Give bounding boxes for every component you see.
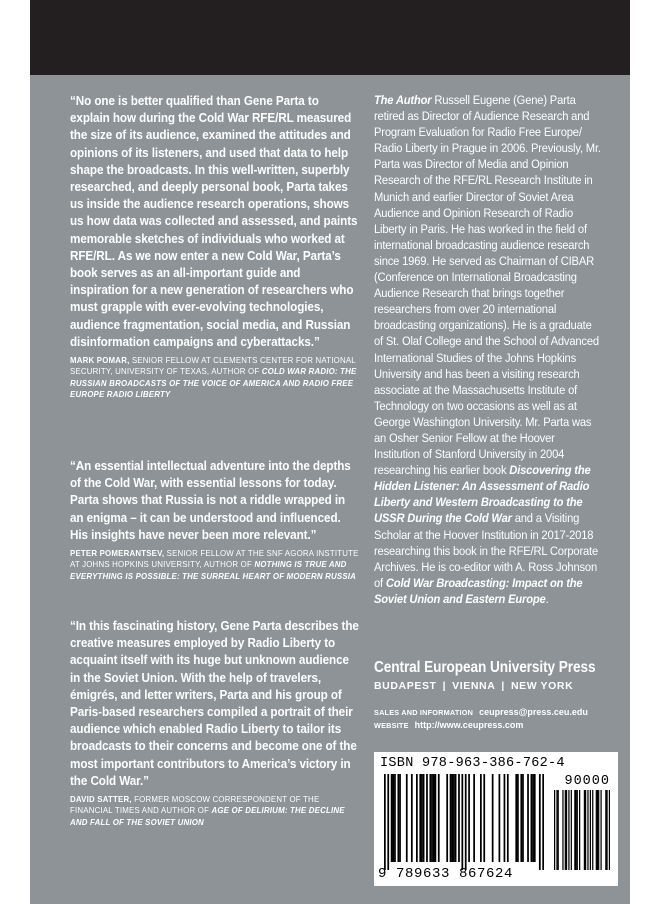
barcode-bar [504, 774, 506, 862]
quote-attribution [70, 355, 361, 400]
barcode-bar [499, 774, 501, 862]
attribution-affiliation: SENIOR FELLOW AT THE SNF AGORA INSTITUTE AT JOHNS HOPKINS UNIVERSITY, AUTHOR OF [70, 548, 359, 570]
barcode-bar [468, 774, 470, 862]
publisher-cities [374, 680, 624, 692]
publisher-name: Central European University Press [374, 659, 596, 676]
barcode-bar [473, 774, 475, 862]
addon-bar [596, 790, 597, 870]
addon-bar [565, 790, 566, 870]
attribution-name: DAVID SATTER, [70, 794, 132, 805]
website-line [374, 719, 624, 732]
attribution-book-title: NOTHING IS TRUE AND EVERYTHING IS POSSIBLE: THE SURREAL HEART OF MODERN RUSSIA [70, 559, 357, 581]
publisher-block [374, 659, 624, 732]
barcode-bar [394, 774, 396, 862]
barcode-guard-bar [461, 774, 463, 870]
quote-text: “In this fascinating history, Gene Parta describes the creative measures employed by Radio Liberty to acquaint itself with its huge but unknown audience in the Soviet Union. With the help of travelers, émigrés, and letter writers, Parta and his group of Paris-based researchers compiled a portrait of their audience which enabled Radio Liberty to tailor its broadcasts to their concerns and become one of the most important contributors to America’s victory in the Cold War.” [70, 618, 359, 788]
barcode-bar [458, 774, 460, 862]
barcode-bar [411, 774, 413, 862]
barcode-guard-bar [465, 774, 467, 870]
addon-bar [558, 790, 559, 870]
barcode-bar [451, 774, 453, 862]
city: BUDAPEST [374, 680, 437, 692]
barcode-bar [446, 774, 448, 862]
addon-bar [598, 790, 599, 870]
barcode-bar [455, 774, 457, 862]
barcode-panel [374, 752, 618, 886]
city: VIENNA [452, 680, 496, 692]
city: NEW YORK [510, 680, 574, 692]
quote-attribution [70, 548, 361, 582]
barcode-bar [532, 774, 534, 862]
addon-bar [568, 790, 569, 870]
addon-bar [577, 790, 578, 870]
endorsement-quote [70, 457, 392, 582]
website-url: http://www.ceupress.com [414, 720, 524, 730]
bio-book-title: Discovering the Hidden Listener: An Assessment of Radio Liberty and Western Broadcasting to the USSR During the Cold War [374, 463, 591, 526]
bio-book-title: Cold War Broadcasting: Impact on the Soviet Union and Eastern Europe [374, 575, 583, 606]
barcode-bar [507, 774, 509, 862]
barcode-guard-bar [539, 774, 541, 870]
barcode-bar [392, 774, 394, 862]
back-cover [30, 0, 630, 904]
bio-text: and a Visiting Scholar at the Hoover Institution in 2017-2018 researching this book in the RFE/RL Corporate Archives. He is co-editor with A. Ross Johnson of [374, 511, 599, 590]
quote-attribution [70, 794, 361, 828]
barcode-bar [527, 774, 529, 862]
attribution-affiliation: SENIOR FELLOW AT CLEMENTS CENTER FOR NATIONAL SECURITY, UNIVERSITY OF TEXAS, AUTHOR OF [70, 355, 356, 377]
attribution-book-title: COLD WAR RADIO: THE RUSSIAN BROADCASTS OF THE VOICE OF AMERICA AND RADIO FREE EUROPE RADIO LIBERTY [70, 366, 357, 399]
ean-barcode [384, 774, 544, 870]
barcode-bar [397, 774, 399, 862]
barcode-bar [435, 774, 437, 862]
sales-email: ceupress@press.ceu.edu [479, 707, 588, 717]
bio-text: Russell Eugene (Gene) Parta retired as Director of Audience Research and Program Evaluation for Radio Free Europe/ Radio Liberty in Prague in 2006. Previously, Mr. Parta was Director of Media and Opinion Research of the RFE/RL Research Institute in Munich and earlier Director of Soviet Area Audience and Opinion Research of Radio Liberty in Paris. He has worked in the field of international broadcasting audience research since 1969. He served as Chairman of CIBAR (Conference on International Broadcasting Audience Research that brings together researchers from over 20 international broadcasting organizations). He is a graduate of St. Olaf College and the School of Advanced International Studies of the Johns Hopkins University and has been a visiting research associate at the Massachusetts Institute of Technology on two occasions as well as at George Washington University. Mr. Parta was an Osher Senior Fellow at the Hoover Institution of Stanford University in 2004 researching his earlier book [374, 93, 601, 478]
addon-bar [606, 790, 607, 870]
barcode-guard-bar [387, 774, 389, 870]
sales-line [374, 706, 624, 719]
barcode-bar [483, 774, 485, 862]
addon-bar [600, 790, 601, 870]
price-code: 90000 [564, 774, 610, 789]
barcode-guard-bar [542, 774, 544, 870]
addon-bar [609, 790, 610, 870]
barcode-bar [450, 774, 452, 862]
addon-bar [585, 790, 586, 870]
barcode-bar [480, 774, 482, 862]
addon-barcode [554, 790, 610, 870]
author-label: The Author [374, 93, 432, 107]
attribution-book-title: AGE OF DELIRIUM: THE DECLINE AND FALL OF THE SOVIET UNION [70, 805, 345, 827]
barcode-bar [429, 774, 431, 862]
author-column [374, 92, 602, 730]
addon-bar [584, 790, 585, 870]
addon-bar [571, 790, 572, 870]
top-band [30, 0, 630, 75]
ean-digits: 9 789633 867624 [378, 866, 514, 882]
website-label: WEBSITE [374, 721, 409, 730]
endorsement-quote [70, 92, 392, 400]
addon-bar [574, 790, 575, 870]
addon-bar [592, 790, 593, 870]
barcode-bar [419, 774, 421, 862]
barcode-bar [522, 774, 524, 862]
sales-label: SALES AND INFORMATION [374, 708, 474, 717]
attribution-name: MARK POMAR, [70, 355, 130, 366]
endorsement-quote [70, 617, 392, 828]
bio-text: . [545, 591, 549, 606]
addon-bar [562, 790, 563, 870]
barcode-bar [453, 774, 455, 862]
addon-bar [566, 790, 567, 870]
addon-bar [590, 790, 591, 870]
barcode-bar [433, 774, 435, 862]
barcode-bar [431, 774, 433, 862]
barcode-bar [421, 774, 423, 862]
barcode-bar [515, 774, 517, 862]
barcode-bar [391, 774, 393, 862]
barcode-bar [406, 774, 408, 862]
barcode-bar [416, 774, 418, 862]
attribution-affiliation: FORMER MOSCOW CORRESPONDENT OF THE FINANCIAL TIMES AND AUTHOR OF [70, 794, 320, 816]
barcode-bar [399, 774, 401, 862]
barcode-bar [531, 774, 533, 862]
quote-text: “An essential intellectual adventure into the depths of the Cold War, with essential lessons for today. Parta shows that Russia is not a riddle wrapped in an enigma – it can be understood and influenced. His insights have never been more relevant.” [70, 458, 351, 542]
barcode-bar [517, 774, 519, 862]
city-separator: | [442, 680, 447, 692]
author-bio [374, 92, 602, 607]
isbn-text: ISBN 978-963-386-762-4 [380, 756, 565, 771]
barcode-bar [423, 774, 425, 862]
addon-bar [554, 790, 555, 870]
barcode-bar [520, 774, 522, 862]
addon-bar [597, 790, 598, 870]
publisher-contact [374, 706, 624, 732]
barcode-bar [492, 774, 494, 862]
quote-text: “No one is better qualified than Gene Parta to explain how during the Cold War RFE/RL measured the size of its audience, examined the attitudes and opinions of its listeners, and used that data to help shape the broadcasts. In this well-written, superbly researched, and deeply personal book, Parta takes us inside the audience research operations, shows us how data was collected and assessed, and paints memorable sketches of individuals who worked at RFE/RL. As we now enter a new Cold War, Parta’s book serves as an all-important guide and inspiration for a new generation of researchers who must grapple with ever-evolving technologies, audience fragmentation, social media, and Russian disinformation campaigns and cyberattacks.” [70, 93, 358, 349]
barcode-bar [534, 774, 536, 862]
barcode-bar [438, 774, 440, 862]
addon-bar [579, 790, 580, 870]
barcode-bar [426, 774, 428, 862]
addon-bar [587, 790, 588, 870]
addon-bar [575, 790, 576, 870]
attribution-name: PETER POMERANTSEV, [70, 548, 165, 559]
barcode-guard-bar [384, 774, 386, 870]
city-separator: | [501, 680, 505, 692]
addon-bar [556, 790, 557, 870]
addon-bar [605, 790, 606, 870]
